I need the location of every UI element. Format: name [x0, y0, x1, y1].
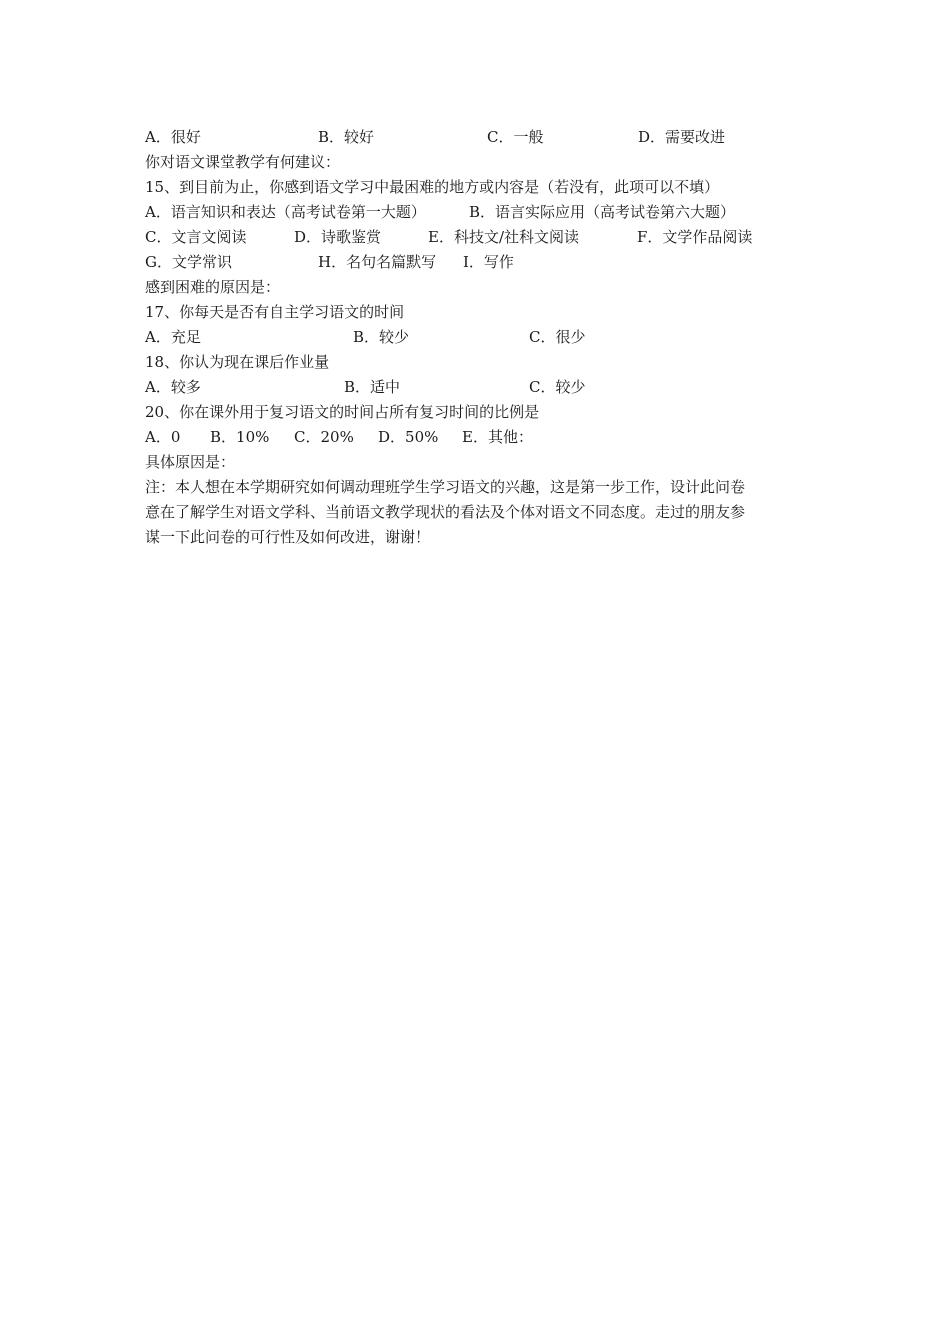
- option-a: A．很好: [145, 128, 201, 146]
- note-line-3: 谋一下此问卷的可行性及如何改进，谢谢！: [145, 528, 431, 546]
- question-17: 17、你每天是否有自主学习语文的时间: [145, 303, 405, 321]
- q20-option-d: D．50%: [378, 428, 439, 446]
- note-line-1: 注：本人想在本学期研究如何调动理班学生学习语文的兴趣，这是第一步工作，设计此问卷: [145, 478, 746, 496]
- q15-option-e: E．科技文/社科文阅读: [428, 228, 580, 246]
- q20-reason-prompt: 具体原因是：: [145, 453, 236, 471]
- question-20: 20、你在课外用于复习语文的时间占所有复习时间的比例是: [145, 403, 540, 421]
- q17-option-a: A．充足: [145, 328, 201, 346]
- q15-option-a: A．语言知识和表达（高考试卷第一大题）: [145, 203, 426, 221]
- q20-option-b: B．10%: [210, 428, 270, 446]
- q17-option-c: C．很少: [529, 328, 586, 346]
- q15-reason-prompt: 感到困难的原因是：: [145, 278, 281, 296]
- option-c: C．一般: [487, 128, 544, 146]
- suggestion-prompt: 你对语文课堂教学有何建议：: [145, 153, 341, 171]
- q20-option-a: A．0: [145, 428, 181, 446]
- q17-option-b: B．较少: [353, 328, 410, 346]
- q15-option-h: H．名句名篇默写: [318, 253, 437, 271]
- q18-option-b: B．适中: [344, 378, 401, 396]
- q20-option-c: C．20%: [294, 428, 354, 446]
- q15-option-g: G．文学常识: [145, 253, 232, 271]
- note-line-2: 意在了解学生对语文学科、当前语文教学现状的看法及个体对语文不同态度。走过的朋友参: [145, 503, 746, 521]
- option-b: B．较好: [318, 128, 375, 146]
- question-18: 18、你认为现在课后作业量: [145, 353, 330, 371]
- q15-option-f: F．文学作品阅读: [637, 228, 753, 246]
- q15-option-c: C．文言文阅读: [145, 228, 247, 246]
- q15-option-d: D．诗歌鉴赏: [294, 228, 382, 246]
- q15-option-b: B．语言实际应用（高考试卷第六大题）: [469, 203, 736, 221]
- q18-option-c: C．较少: [529, 378, 586, 396]
- option-d: D．需要改进: [638, 128, 726, 146]
- q15-option-i: I．写作: [463, 253, 514, 271]
- q18-option-a: A．较多: [145, 378, 201, 396]
- question-15: 15、到目前为止，你感到语文学习中最困难的地方或内容是（若没有，此项可以不填）: [145, 178, 720, 196]
- q20-option-e: E．其他：: [462, 428, 533, 446]
